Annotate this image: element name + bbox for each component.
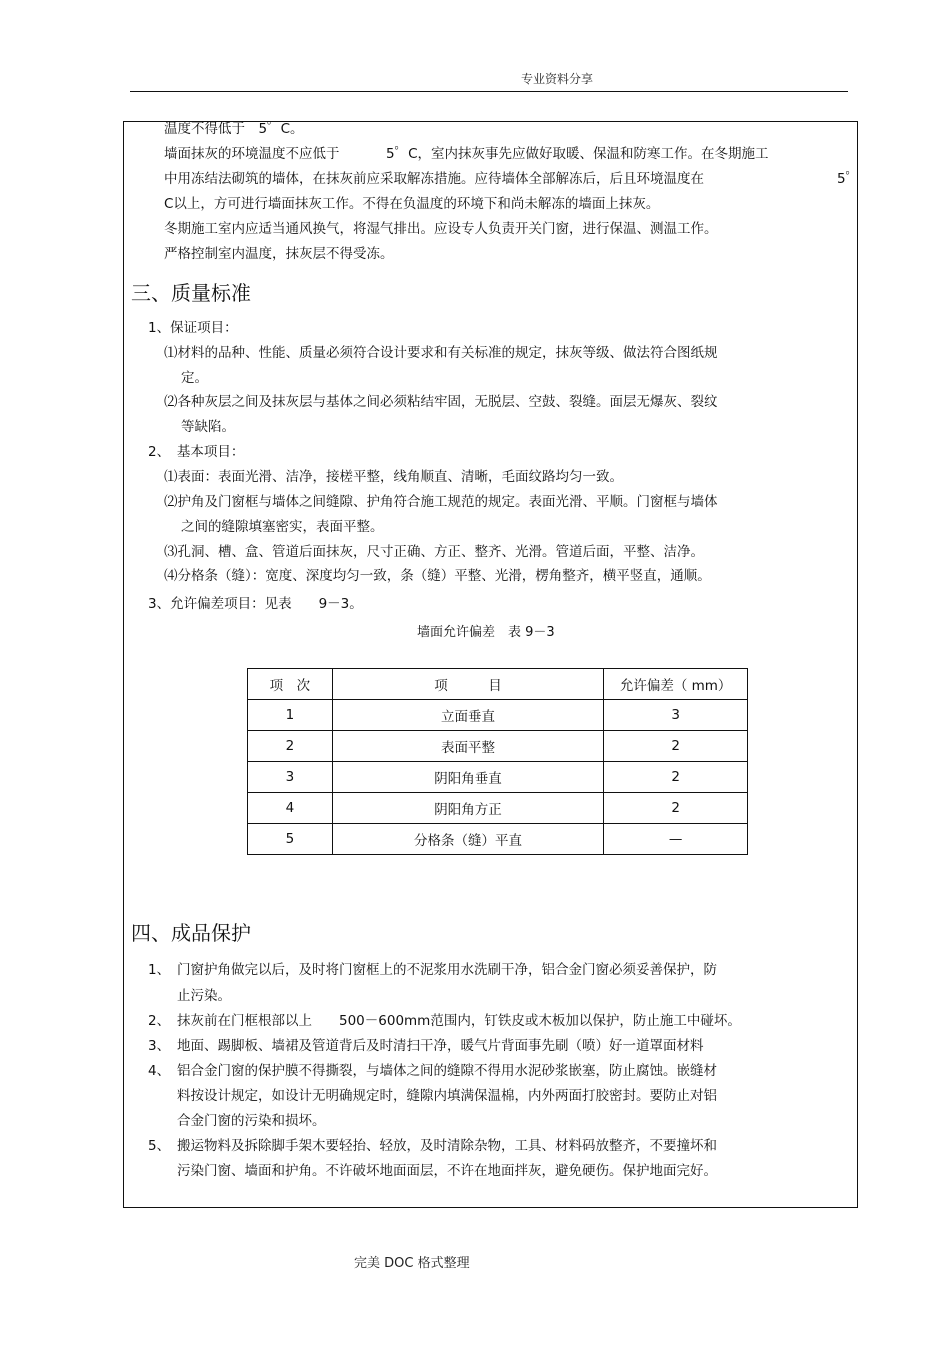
table-cell: 阴阳角垂直 bbox=[332, 762, 603, 793]
text-line: 中用冻结法砌筑的墙体，在抹灰前应采取解冻措施。应待墙体全部解冻后，后且环境温度在 bbox=[164, 171, 704, 187]
text-line: 之间的缝隙填塞密实，表面平整。 bbox=[181, 519, 384, 535]
table-cell: 2 bbox=[604, 731, 748, 762]
table-caption: 墙面允许偏差 表 9－3 bbox=[417, 625, 555, 640]
table-row bbox=[248, 731, 748, 762]
table-cell: 1 bbox=[248, 700, 333, 731]
table-cell: 4 bbox=[248, 793, 333, 824]
list-item-text: 地面、踢脚板、墙裙及管道背后及时清扫干净，暖气片背面事先刷（喷）好一道罩面材料 bbox=[177, 1038, 704, 1054]
subsection-heading: 3、允许偏差项目：见表 9－3。 bbox=[148, 596, 363, 612]
text-line: C以上，方可进行墙面抹灰工作。不得在负温度的环境下和尚未解冻的墙面上抹灰。 bbox=[164, 196, 660, 212]
list-item-text: 料按设计规定，如设计无明确规定时，缝隙内填满保温棉，内外两面打胶密封。要防止对铝 bbox=[177, 1088, 717, 1104]
table-header-cell: 允许偏差（ mm） bbox=[604, 669, 748, 700]
list-number: 3、 bbox=[148, 1038, 171, 1054]
table-row bbox=[248, 762, 748, 793]
list-number: 4、 bbox=[148, 1063, 171, 1079]
table-row bbox=[248, 824, 748, 855]
table-cell: 阴阳角方正 bbox=[332, 793, 603, 824]
table-cell: 2 bbox=[604, 793, 748, 824]
text-line: 5゜ bbox=[837, 171, 860, 187]
table-cell: 2 bbox=[604, 762, 748, 793]
table-cell: 5 bbox=[248, 824, 333, 855]
section-title-protection: 四、成品保护 bbox=[131, 921, 251, 945]
table-cell: 3 bbox=[248, 762, 333, 793]
table-cell: 分格条（缝）平直 bbox=[332, 824, 603, 855]
list-item-text: 抹灰前在门框根部以上 500－600mm范围内，钉铁皮或木板加以保护，防止施工中碰坏。 bbox=[177, 1013, 741, 1029]
table-header-cell: 项 目 bbox=[332, 669, 603, 700]
text-line: ⑵各种灰层之间及抹灰层与基体之间必须粘结牢固，无脱层、空鼓、裂缝。面层无爆灰、裂纹 bbox=[164, 394, 718, 410]
text-line: 严格控制室内温度，抹灰层不得受冻。 bbox=[164, 246, 394, 262]
list-item-text: 门窗护角做完以后，及时将门窗框上的不泥浆用水洗刷干净，铝合金门窗必须妥善保护，防 bbox=[177, 962, 717, 978]
table-row bbox=[248, 793, 748, 824]
text-line: 定。 bbox=[181, 370, 208, 386]
subsection-heading: 2、 基本项目： bbox=[148, 444, 245, 460]
header-rule bbox=[130, 91, 848, 92]
text-line: ⑶孔洞、槽、盒、管道后面抹灰，尺寸正确、方正、整齐、光滑。管道后面，平整、洁净。 bbox=[164, 544, 704, 560]
subsection-heading: 1、保证项目： bbox=[148, 320, 238, 336]
list-item-text: 污染门窗、墙面和护角。不许破坏地面面层，不许在地面拌灰，避免硬伤。保护地面完好。 bbox=[177, 1163, 717, 1179]
list-number: 1、 bbox=[148, 962, 171, 978]
text-line: 5゜C，室内抹灰事先应做好取暖、保温和防寒工作。在冬期施工 bbox=[386, 146, 769, 162]
section-title-quality: 三、质量标准 bbox=[131, 281, 251, 305]
text-line: ⑴表面：表面光滑、洁净，接槎平整，线角顺直、清晰，毛面纹路均匀一致。 bbox=[164, 469, 623, 485]
list-item-text: 合金门窗的污染和损坏。 bbox=[177, 1113, 326, 1129]
list-item-text: 铝合金门窗的保护膜不得撕裂，与墙体之间的缝隙不得用水泥砂浆嵌塞，防止腐蚀。嵌缝材 bbox=[177, 1063, 717, 1079]
text-line: ⑵护角及门窗框与墙体之间缝隙、护角符合施工规范的规定。表面光滑、平顺。门窗框与墙体 bbox=[164, 494, 718, 510]
table-header-row bbox=[248, 669, 748, 700]
text-line: 冬期施工室内应适当通风换气，将湿气排出。应设专人负责开关门窗，进行保温、测温工作。 bbox=[164, 221, 718, 237]
text-line: ⑷分格条（缝）：宽度、深度均匀一致，条（缝）平整、光滑，楞角整齐，横平竖直，通顺。 bbox=[164, 568, 711, 584]
table-cell: 3 bbox=[604, 700, 748, 731]
table-header-cell: 项 次 bbox=[248, 669, 333, 700]
table-row bbox=[248, 700, 748, 731]
text-line: 墙面抹灰的环境温度不应低于 bbox=[164, 146, 340, 162]
text-line: 温度不得低于 5゜C。 bbox=[164, 121, 304, 137]
list-number: 2、 bbox=[148, 1013, 171, 1029]
list-number: 5、 bbox=[148, 1138, 171, 1154]
table-cell: 2 bbox=[248, 731, 333, 762]
table-cell: — bbox=[604, 824, 748, 855]
table-cell: 立面垂直 bbox=[332, 700, 603, 731]
list-item-text: 搬运物料及拆除脚手架木要轻抬、轻放，及时清除杂物，工具、材料码放整齐，不要撞坏和 bbox=[177, 1138, 717, 1154]
table-cell: 表面平整 bbox=[332, 731, 603, 762]
deviation-table bbox=[247, 668, 748, 855]
text-line: ⑴材料的品种、性能、质量必须符合设计要求和有关标准的规定，抹灰等级、做法符合图纸规 bbox=[164, 345, 718, 361]
text-line: 等缺陷。 bbox=[181, 419, 235, 435]
page-header: 专业资料分享 bbox=[521, 72, 594, 86]
page-footer: 完美 DOC 格式整理 bbox=[354, 1256, 470, 1271]
list-item-text: 止污染。 bbox=[177, 988, 231, 1004]
